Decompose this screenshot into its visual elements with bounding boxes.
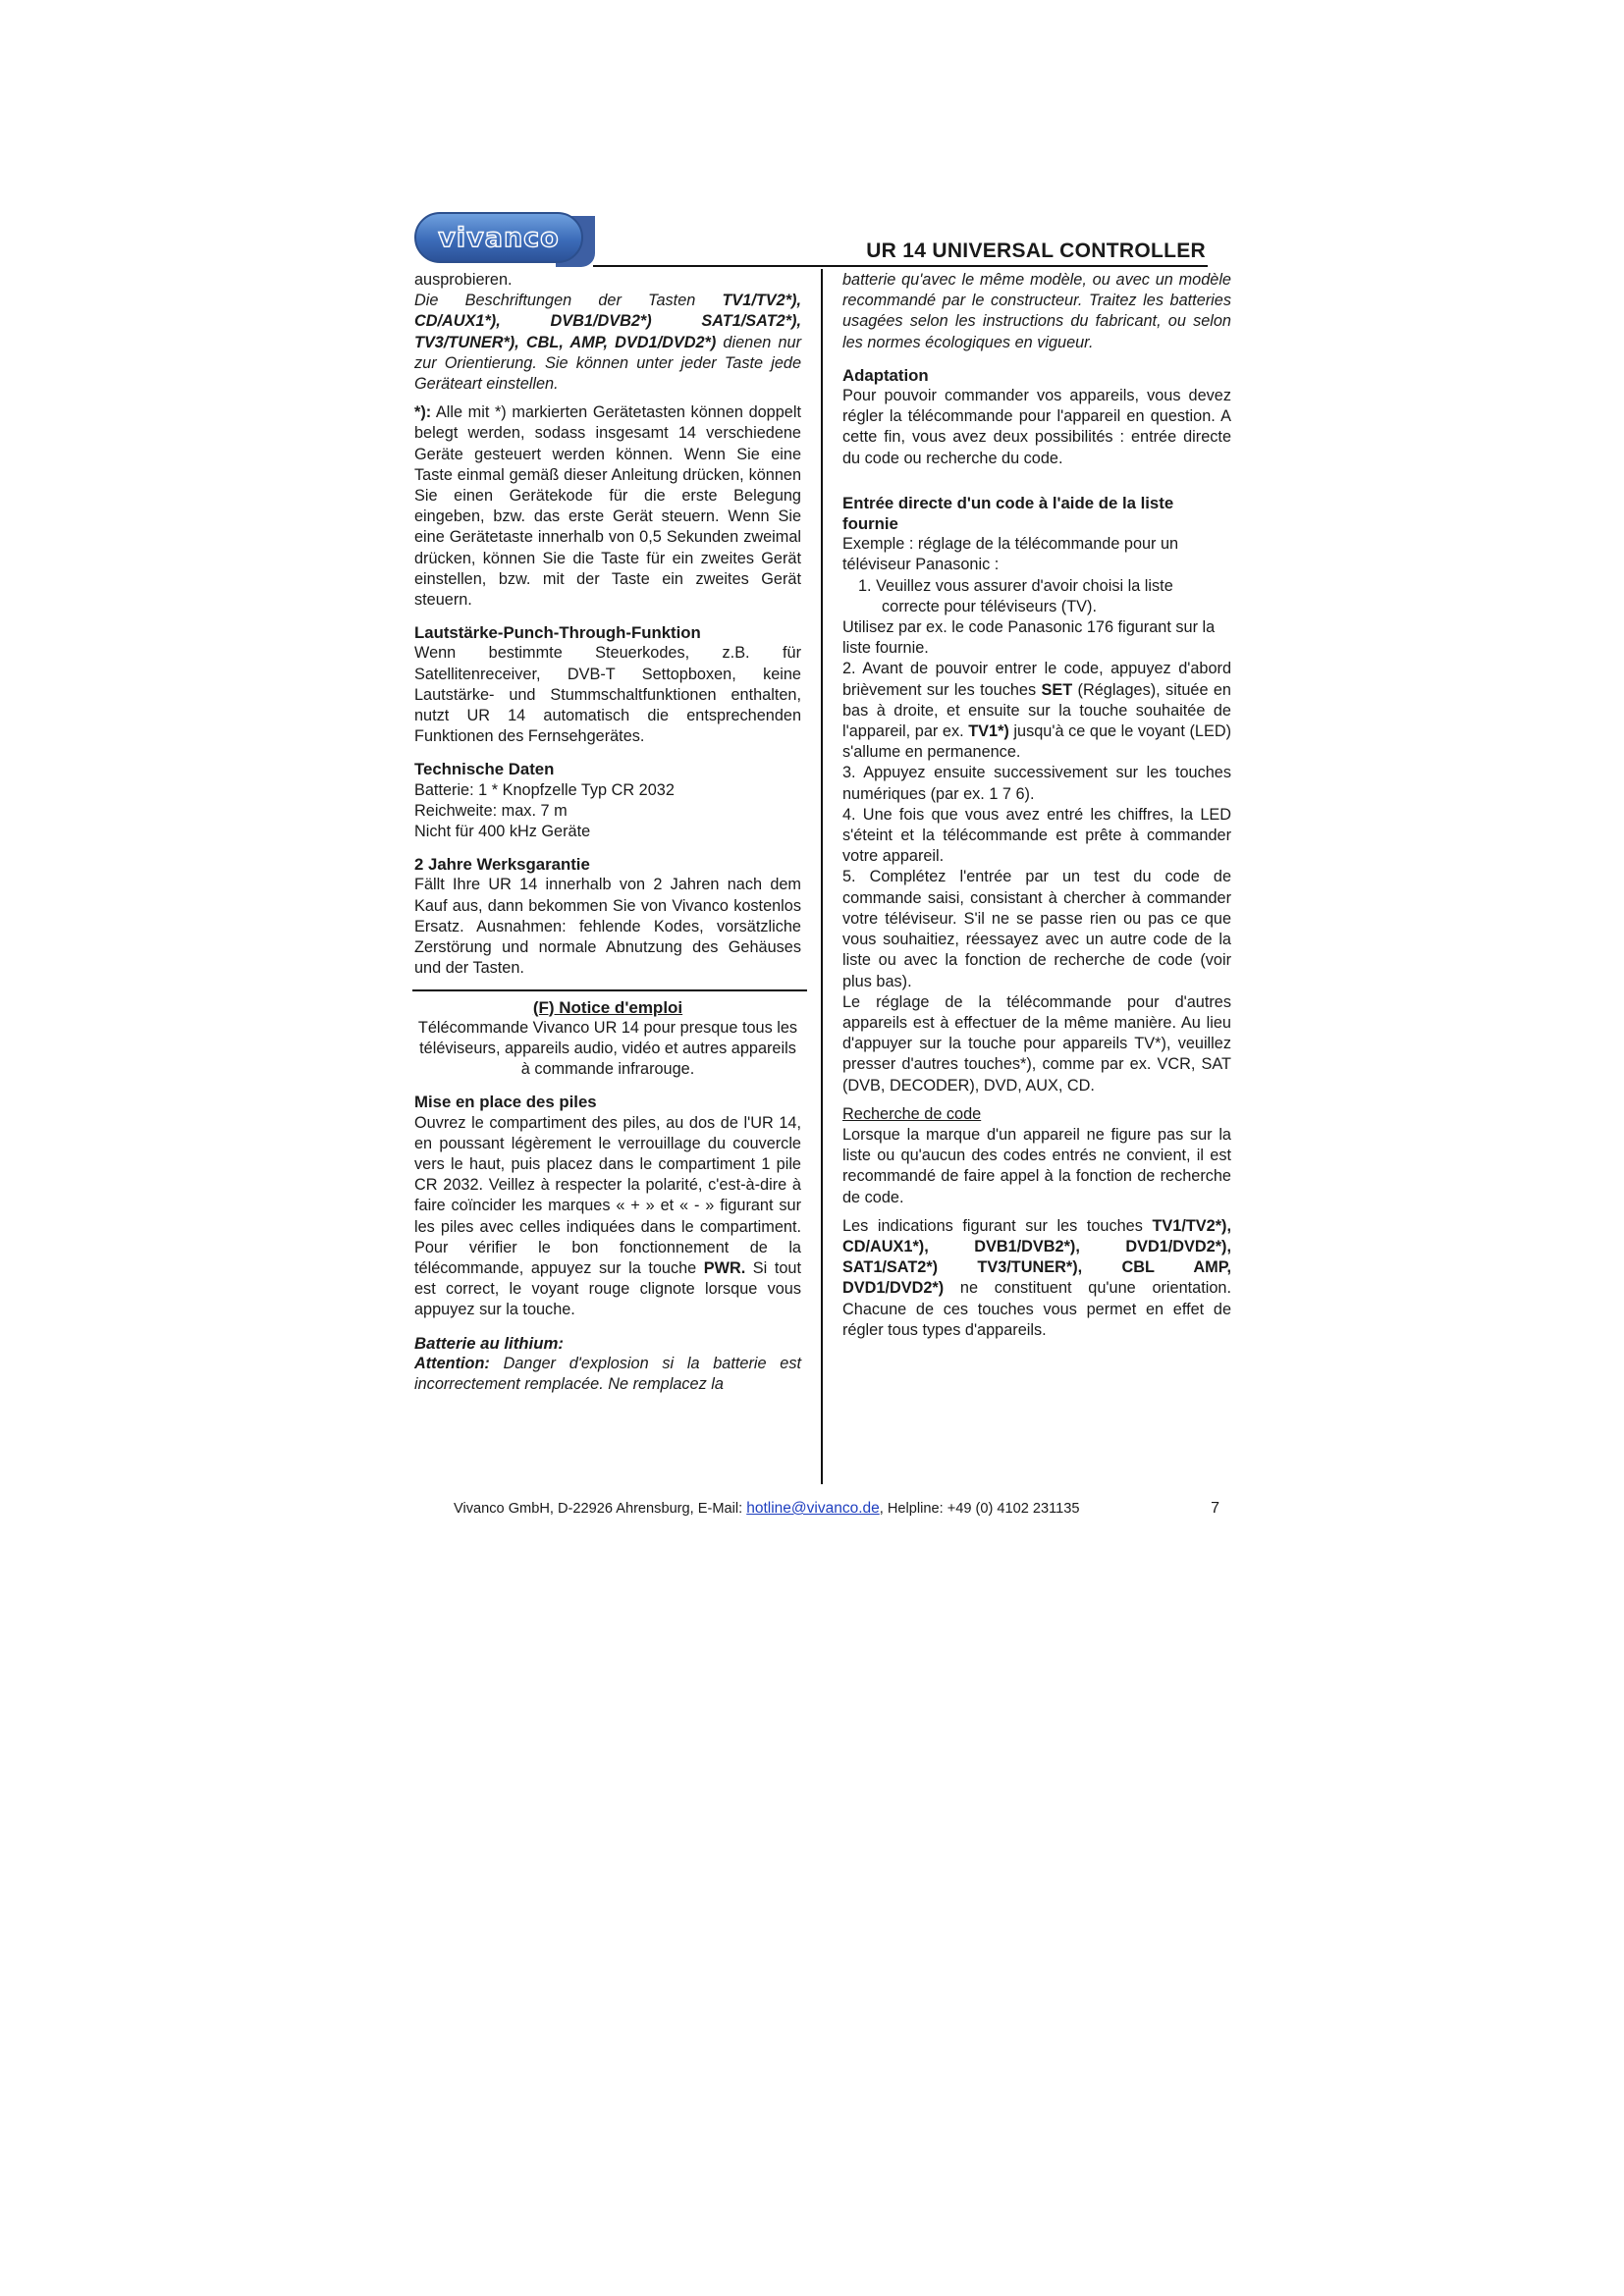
logo-text: vivanco (438, 222, 560, 253)
right-column (842, 270, 1231, 1341)
page-footer (454, 1500, 1219, 1518)
key-labels-fr: TV1/TV2*), CD/AUX1*), DVB1/DVB2*), DVD1/DVD2*), SAT1/SAT2*) TV3/TUNER*), CBL AMP, DVD1/DVD2*) (842, 1216, 1231, 1298)
step-1: 1. Veuillez vous assurer d'avoir choisi la liste correcte pour téléviseurs (TV). (858, 576, 1173, 615)
key-indications-text: Les indications figurant sur les touches TV1/TV2*), CD/AUX1*), DVB1/DVB2*), DVD1/DVD2*), SAT1/SAT2*) TV3/TUNER*), CBL AMP, DVD1/DVD2*) ne constituent qu'une orientation. Chacune de ces touches vous permet en effet de régler tous types d'appareils. (842, 1216, 1231, 1339)
step-3: 3. Appuyez ensuite successivement sur les touches numériques (par ex. 1 7 6). (842, 764, 1231, 803)
double-assignment-paragraph: *): Alle mit *) markierten Gerätetasten können doppelt belegt werden, sodass insgesamt 14 verschiedene Geräte gesteuert werden können. Wenn Sie eine Taste einmal gemäß dieser Anleitung drücken, können Sie einen Gerätekode für die erste Belegung eingeben, bzw. das erste Gerät steuern. Wenn Sie eine Gerätetaste innerhalb von 0,5 Sekunden zweimal drücken, können Sie die Taste für ein zweites Gerät einstellen, bzw. mit der Taste ein zweites Gerät steuern. (414, 403, 801, 610)
french-intro: Télécommande Vivanco UR 14 pour presque tous les téléviseurs, appareils audio, vidéo et autres appareils à commande infrarouge. (417, 1018, 798, 1079)
warranty-text: Fällt Ihre UR 14 innerhalb von 2 Jahren nach dem Kauf aus, dann bekommen Sie von Vivanco kostenlos Ersatz. Ausnahmen: fehlende Kodes, vorsätzliche Zerstörung und normale Abnutzung des Gehäuses und der Tasten. (414, 876, 801, 978)
adaptation-text: Pour pouvoir commander vos appareils, vous devez régler la télécommande pour l'appareil en question. A cette fin, vous avez deux possibilités : entrée directe du code ou recherche du code. (842, 387, 1231, 467)
key-labels: TV1/TV2*), CD/AUX1*), DVB1/DVB2*) SAT1/SAT2*), TV3/TUNER*), CBL, AMP, DVD1/DVD2*) (414, 292, 801, 351)
french-section-title: (F) Notice d'emploi (532, 997, 683, 1017)
punch-through-heading: Lautstärke-Punch-Through-Funktion (414, 623, 701, 643)
vivanco-logo (414, 212, 599, 267)
batteries-heading: Mise en place des piles (414, 1093, 597, 1112)
logo-pill (414, 212, 583, 263)
battery-continuation: batterie qu'avec le même modèle, ou avec un modèle recommandé par le constructeur. Traitez les batteries usagées selon les instructions du fabricant, ou selon les normes écologiques en vigueur. (842, 271, 1231, 351)
code-search-heading: Recherche de code (842, 1104, 982, 1123)
attention-text: Attention: Danger d'explosion si la batterie est incorrectement remplacée. Ne remplacez la (414, 1354, 801, 1393)
pwr-key: PWR. (703, 1258, 746, 1277)
column-divider (821, 269, 823, 1484)
section-rule (412, 989, 807, 991)
example-text: Exemple : réglage de la télécommande pour un téléviseur Panasonic : (842, 535, 1179, 574)
set-key: SET (1041, 680, 1073, 699)
key-labels-paragraph: Die Beschriftungen der Tasten TV1/TV2*), CD/AUX1*), DVB1/DVB2*) SAT1/SAT2*), TV3/TUNER*), CBL, AMP, DVD1/DVD2*) dienen nur zur Orientierung. Sie können unter jeder Taste jede Geräteart einstellen. (414, 292, 801, 394)
warranty-heading: 2 Jahre Werksgarantie (414, 855, 590, 875)
tech-line: Nicht für 400 kHz Geräte (414, 823, 591, 841)
tech-line: Batterie: 1 * Knopfzelle Typ CR 2032 (414, 780, 675, 799)
left-column (414, 270, 801, 1395)
punch-through-text: Wenn bestimmte Steuerkodes, z.B. für Satellitenreceiver, DVB-T Settopboxen, keine Lautstärke- und Stummschaltfunktionen enthalten, nutzt UR 14 automatisch die entsprechenden Funktionen des Fernsehgerätes. (414, 644, 801, 746)
use-code-text: Utilisez par ex. le code Panasonic 176 figurant sur la liste fournie. (842, 618, 1216, 658)
email-link[interactable]: hotline@vivanco.de (746, 1500, 880, 1517)
lithium-heading: Batterie au lithium: (414, 1333, 564, 1353)
tv1-key: TV1*) (968, 722, 1009, 741)
page-number: 7 (1211, 1500, 1219, 1517)
other-devices-text: Le réglage de la télécommande pour d'autres appareils est à effectuer de la même manière. Au lieu d'appuyer sur la touche pour appareils TV*), veuillez presser d'autres touches*), comme par ex. VCR, SAT (DVB, DECODER), DVD, AUX, CD. (842, 992, 1231, 1095)
step-2: 2. Avant de pouvoir entrer le code, appuyez d'abord brièvement sur les touches SET (Réglages), située en bas à droite, et ensuite sur la touche souhaitée de l'appareil, par ex. TV1*) jusqu'à ce que le voyant (LED) s'allume en permanence. (842, 660, 1231, 762)
adaptation-heading: Adaptation (842, 365, 929, 385)
code-search-text: Lorsque la marque d'un appareil ne figure pas sur la liste ou qu'aucun des codes entrés ne convient, il est recommandé de faire appel à la fonction de recherche de code. (842, 1125, 1231, 1206)
technical-data-heading: Technische Daten (414, 760, 555, 779)
step-5: 5. Complétez l'entrée par un test du code de commande saisi, consistant à chercher à commander votre téléviseur. S'il ne se passe rien ou pas ce que vous souhaitiez, réessayez avec un autre code de la liste ou avec la fonction de recherche de code (voir plus bas). (842, 868, 1231, 990)
direct-entry-heading: Entrée directe d'un code à l'aide de la liste fournie (842, 493, 1174, 534)
batteries-text: Ouvrez le compartiment des piles, au dos de l'UR 14, en poussant légèrement le verrouillage du couvercle vers le haut, puis placez dans le compartiment 1 pile CR 2032. Veillez à respecter la polarité, c'est-à-dire à faire coïncider les marques « + » et « - » figurant sur les piles avec celles indiquées dans le compartiment. Pour vérifier le bon fonctionnement de la télécommande, appuyez sur la touche PWR. Si tout est correct, le voyant rouge clignote lorsque vous appuyez sur la touche. (414, 1113, 801, 1319)
document-title: UR 14 UNIVERSAL CONTROLLER (866, 240, 1206, 262)
footer-helpline: , Helpline: +49 (0) 4102 231135 (879, 1501, 1080, 1517)
continuation-text: ausprobieren. (414, 271, 513, 289)
step-4: 4. Une fois que vous avez entré les chiffres, la LED s'éteint et la télécommande est prête à commander votre appareil. (842, 805, 1231, 866)
footer-company: Vivanco GmbH, D-22926 Ahrensburg, E-Mail: (454, 1501, 747, 1517)
tech-line: Reichweite: max. 7 m (414, 801, 568, 820)
header-rule (593, 265, 1208, 267)
